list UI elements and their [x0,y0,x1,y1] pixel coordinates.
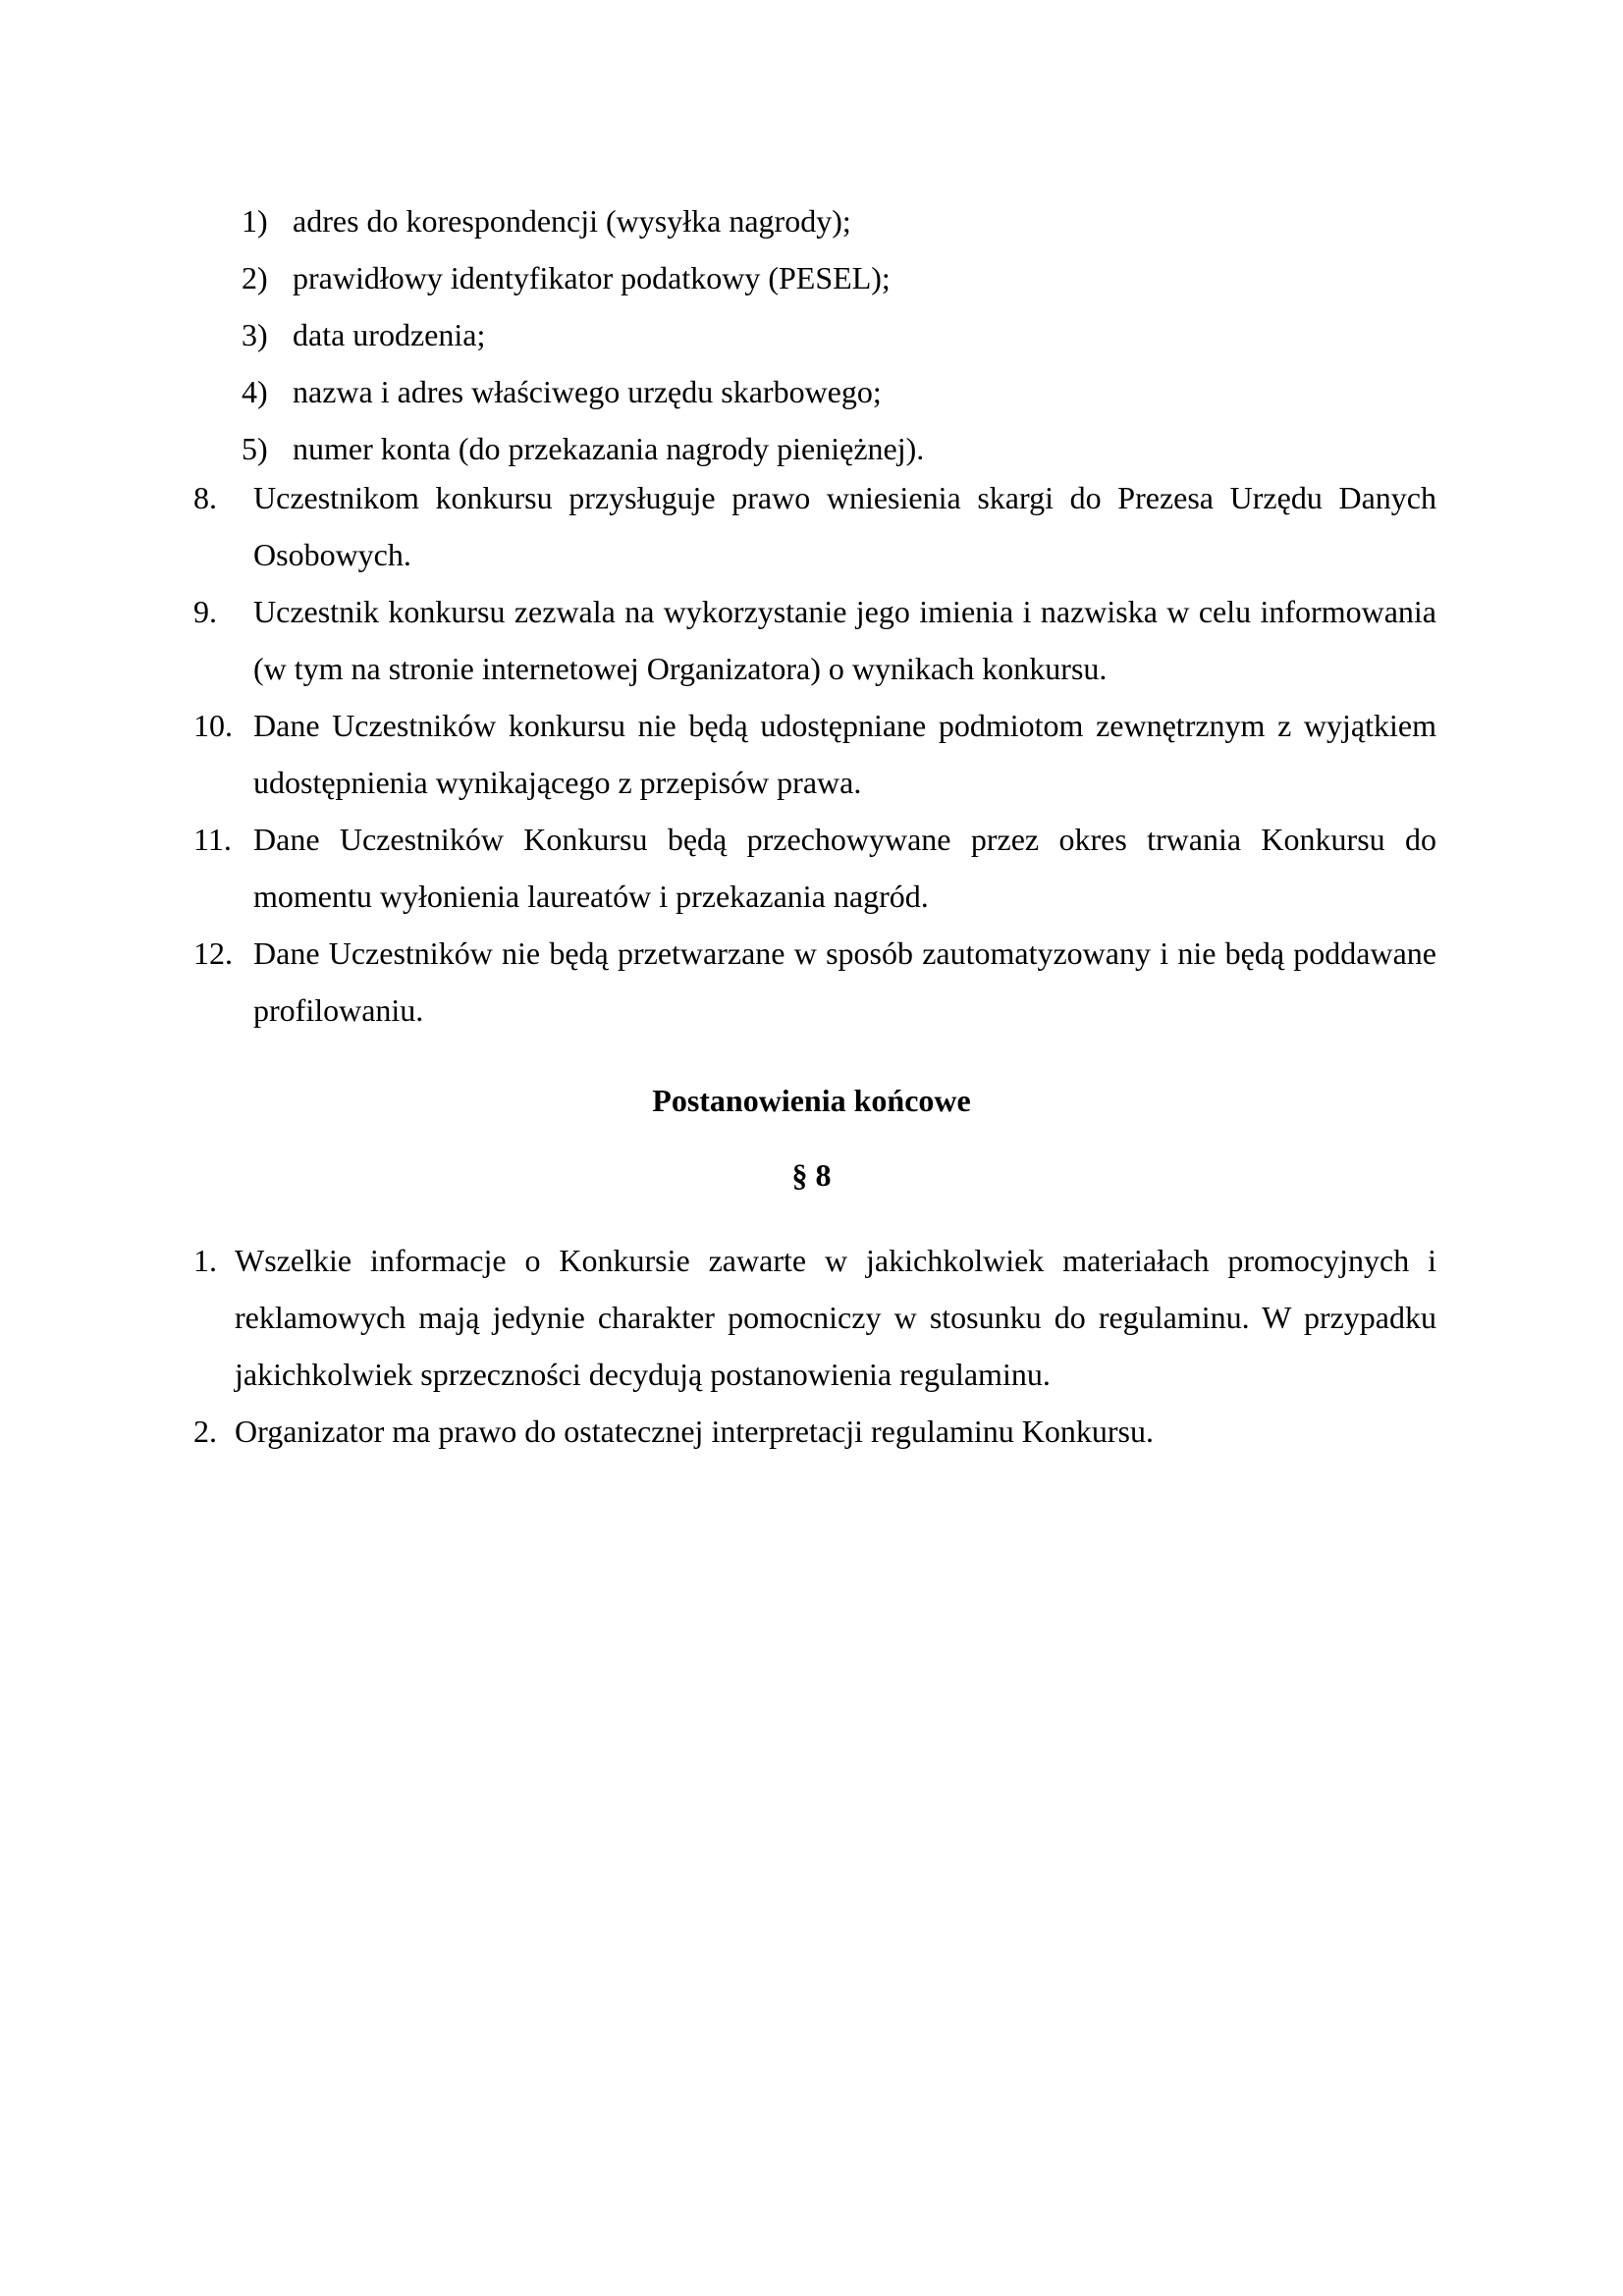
list-item [193,469,1436,583]
sublist-item-number: 3) [242,317,268,352]
sublist-item [242,306,1223,363]
final-provisions-list [193,1232,1436,1460]
sublist-item-text: prawidłowy identyfikator podatkowy (PESEL); [293,260,891,295]
list-item [193,811,1436,925]
sublist-item-number: 4) [242,374,268,409]
sublist-item-number: 1) [242,203,268,239]
list-item-number: 1. [193,1243,217,1278]
list-item [193,583,1436,697]
list-item-number: 10. [193,708,233,743]
list-item-text: Wszelkie informacje o Konkursie zawarte w jakichkolwiek materiałach promocyjnych i reklamowych mają jedynie charakter pomocniczy w stosunku do regulaminu. W przypadku jakichkolwiek sprzeczności decydują postanowienia regulaminu. [235,1243,1436,1392]
list-item-text: Dane Uczestników nie będą przetwarzane w sposób zautomatyzowany i nie będą poddawane profilowaniu. [253,935,1436,1028]
sublist-item [242,249,1223,306]
sublist-item-text: nazwa i adres właściwego urzędu skarbowego; [293,374,882,409]
list-item-text: Uczestnikom konkursu przysługuje prawo wniesienia skargi do Prezesa Urzędu Danych Osobowych. [253,480,1436,572]
list-item-number: 2. [193,1414,217,1449]
sublist-item-text: adres do korespondencji (wysyłka nagrody); [293,203,851,239]
list-item-number: 11. [193,822,232,857]
sublist-item-text: data urodzenia; [293,317,486,352]
sublist-item-text: numer konta (do przekazania nagrody pieniężnej). [293,431,925,466]
list-item-number: 8. [193,480,217,515]
sublist-item [242,363,1223,420]
sublist-item-number: 2) [242,260,268,295]
list-item-number: 12. [193,935,233,971]
sublist-item [242,192,1223,249]
list-item [193,1232,1436,1403]
list-item-number: 9. [193,594,217,629]
list-item [193,1403,1436,1460]
list-item-text: Dane Uczestników konkursu nie będą udostępniane podmiotom zewnętrznym z wyjątkiem udostępnienia wynikającego z przepisów prawa. [253,708,1436,800]
list-item-text: Uczestnik konkursu zezwala na wykorzystanie jego imienia i nazwiska w celu informowania (w tym na stronie internetowej Organizatora) o wynikach konkursu. [253,594,1436,686]
list-item [193,697,1436,811]
section-title: Postanowienia końcowe [652,1083,971,1118]
list-item-text: Dane Uczestników Konkursu będą przechowywane przez okres trwania Konkursu do momentu wyłonienia laureatów i przekazania nagród. [253,822,1436,914]
list-item-text: Organizator ma prawo do ostatecznej interpretacji regulaminu Konkursu. [235,1414,1154,1449]
list-item [193,925,1436,1039]
sublist-item-number: 5) [242,431,268,466]
personal-data-sublist [242,192,1223,477]
data-protection-list [193,469,1436,1039]
section-paragraph-number: § 8 [791,1157,832,1193]
